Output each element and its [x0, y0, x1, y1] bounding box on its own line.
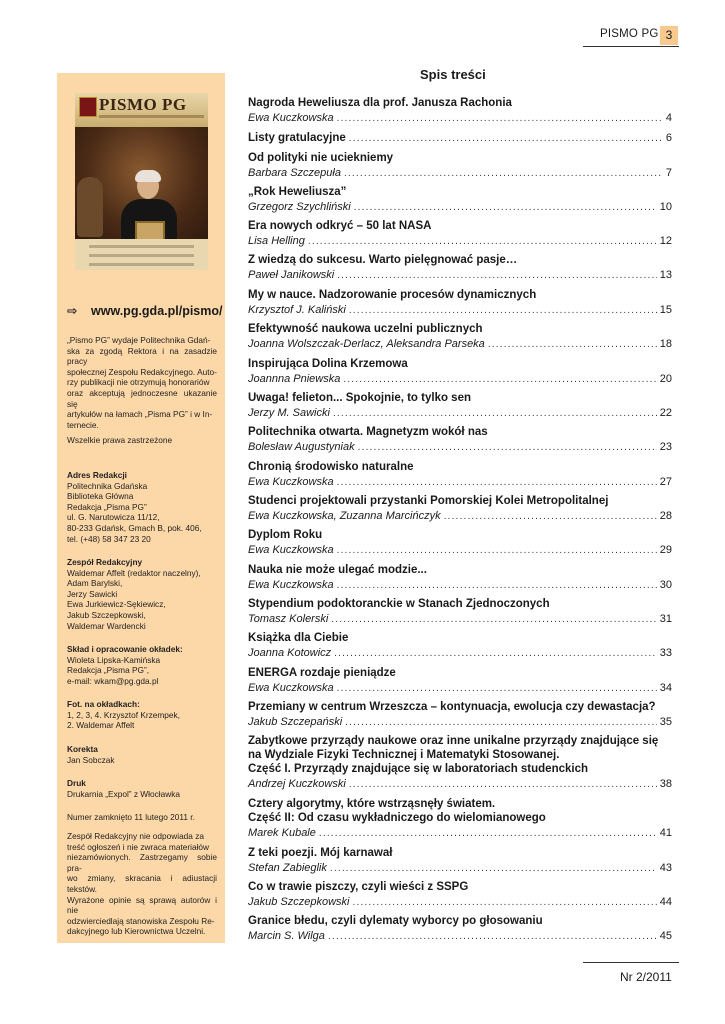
toc-entry-page: 35	[659, 716, 672, 728]
toc-entry-page: 30	[659, 579, 672, 591]
toc-entry-page: 28	[659, 510, 672, 522]
intro-line: artykułów na łamach „Pisma PG” i w In-	[67, 409, 213, 420]
toc-entry-title: Listy gratulacyjne	[248, 132, 346, 144]
dot-leader	[349, 778, 657, 792]
toc-entry-page: 27	[659, 476, 672, 488]
toc-entry-page: 22	[659, 407, 672, 419]
website-link[interactable]: ⇨ www.pg.gda.pl/pismo/	[67, 304, 223, 318]
toc-entry[interactable]	[248, 563, 672, 593]
toc-entry-title: Granice błedu, czyli dylematy wyborcy po głosowaniu	[248, 915, 543, 927]
dot-leader	[343, 373, 656, 387]
address-line: tel. (+48) 58 347 23 20	[67, 533, 151, 544]
toc-entry-page: 38	[659, 778, 672, 790]
dot-leader	[354, 201, 657, 215]
toc-entry-title: Efektywność naukowa uczelni publicznych	[248, 323, 483, 335]
toc-entry-author: Andrzej Kuczkowski	[248, 778, 346, 790]
toc-entry-page: 33	[659, 647, 672, 659]
toc-entry-page: 7	[665, 167, 672, 179]
intro-line: ska za zgodą Rektora i na zasadzie pracy	[67, 345, 217, 367]
toc-entry[interactable]	[248, 528, 672, 558]
dot-leader	[328, 930, 657, 944]
toc-entry-title: Chronią środowisko naturalne	[248, 461, 414, 473]
toc-entry-title: Co w trawie piszczy, czyli wieści z SSPG	[248, 881, 469, 893]
toc-entry-title: Zabytkowe przyrządy naukowe oraz inne unikalne przyrządy znajdujące się	[248, 735, 659, 747]
toc-entry-title: Studenci projektowali przystanki Pomorskiej Kolei Metropolitalnej	[248, 495, 609, 507]
team-line: Ewa Jurkiewicz-Sękiewicz,	[67, 599, 166, 610]
dot-leader	[337, 682, 657, 696]
toc-entry[interactable]	[248, 288, 672, 318]
toc-entry-author: Bolesław Augustyniak	[248, 441, 355, 453]
toc-entry-title: Cztery algorytmy, które wstrząsnęły światem.	[248, 798, 496, 810]
toc-entry-title: na Wydziale Fizyki Technicznej i Matematyki Stosowanej.	[248, 749, 560, 761]
toc-entry-page: 29	[659, 544, 672, 556]
team-line: Waldemar Affelt (redaktor naczelny),	[67, 567, 201, 578]
address-line: ul. G. Narutowicza 11/12,	[67, 512, 160, 523]
toc-entry-title: Politechnika otwarta. Magnetyzm wokół nas	[248, 426, 488, 438]
address-block: Adres Redakcji Politechnika Gdańska Biblioteka Główna Redakcja „Pisma PG” ul. G. Narutowicza 11/12, 80-233 Gdańsk, Gmach B, pok. 406, tel. (+48) 58 347 23 20	[67, 470, 217, 544]
layout-block: Skład i opracowanie okładek: Wioleta Lipska-Kamińska Redakcja „Pisma PG”, e-mail: wkam@pg.gda.pl	[67, 644, 217, 686]
toc-entry[interactable]	[248, 700, 672, 730]
crest-icon	[79, 97, 97, 117]
toc-entry-title: Z teki poezji. Mój karnawał	[248, 847, 393, 859]
closing-date: Numer zamknięto 11 lutego 2011 r.	[67, 812, 195, 822]
dot-leader	[358, 441, 657, 455]
toc-entry-title: Stypendium podoktoranckie w Stanach Zjednoczonych	[248, 598, 550, 610]
toc-entry-author: Stefan Zabieglik	[248, 862, 327, 874]
toc-entry[interactable]	[248, 219, 672, 249]
dot-leader	[337, 269, 657, 283]
dot-leader	[333, 407, 657, 421]
toc-entry-author: Paweł Janikowski	[248, 269, 335, 281]
disclaimer-line: treść ogłoszeń i nie zwraca materiałów	[67, 841, 210, 852]
toc-entry[interactable]	[248, 460, 672, 490]
statue-figure	[77, 177, 103, 237]
cover-thumbnail	[75, 93, 208, 270]
toc-entry-author: Joanna Wolszczak-Derlacz, Aleksandra Parseka	[248, 338, 485, 350]
toc-entry-page: 23	[659, 441, 672, 453]
toc-entry-title: Książka dla Ciebie	[248, 632, 349, 644]
toc-entry-author: Lisa Helling	[248, 235, 305, 247]
toc-entry-author: Grzegorz Szychliński	[248, 201, 351, 213]
dot-leader	[353, 896, 657, 910]
dot-leader	[337, 476, 657, 490]
toc-entry-title: Z wiedzą do sukcesu. Warto pielęgnować pasje…	[248, 254, 518, 266]
colophon-sidebar	[57, 73, 225, 943]
toc-entry-author: Barbara Szczepuła	[248, 167, 341, 179]
intro-line: rzy publikacji nie otrzymują honorariów	[67, 377, 210, 388]
toc-entry[interactable]	[248, 322, 672, 352]
toc-heading: Spis treści	[420, 67, 486, 82]
address-line: Biblioteka Główna	[67, 491, 134, 502]
toc-entry-author: Jakub Szczepkowski	[248, 896, 350, 908]
intro-line: „Pismo PG” wydaje Politechnika Gdań-	[67, 335, 211, 345]
toc-entry-page: 34	[659, 682, 672, 694]
photo-line: 1, 2, 3, 4. Krzysztof Krzempek,	[67, 709, 180, 720]
toc-entry-page: 44	[659, 896, 672, 908]
toc-entry-page: 15	[659, 304, 672, 316]
toc-entry-author: Joanna Kotowicz	[248, 647, 332, 659]
intro-line: społecznej Zespołu Redakcyjnego. Auto-	[67, 366, 217, 377]
disclaimer-line: wo zmiany, skracania i adiustacji tekstów.	[67, 873, 217, 894]
disclaimer-line: Wyrażone opinie są sprawą autorów i nie	[67, 894, 217, 916]
address-line: 80-233 Gdańsk, Gmach B, pok. 406,	[67, 522, 202, 533]
dot-leader	[337, 579, 657, 593]
print-line: Drukarnia „Expol” z Włocławka	[67, 788, 180, 799]
intro-line: oraz akceptują jednoczesne ukazanie się	[67, 387, 217, 409]
toc-entry-page: 10	[659, 201, 672, 213]
toc-entry-author: Ewa Kuczkowska	[248, 544, 334, 556]
layout-line: Wioleta Lipska-Kamińska	[67, 654, 161, 665]
rights-note: Wszelkie prawa zastrzeżone	[67, 435, 173, 445]
team-line: Adam Barylski,	[67, 578, 123, 589]
toc-entry-author: Ewa Kuczkowska	[248, 476, 334, 488]
page-number: 3	[660, 26, 678, 45]
disclaimer-line: niezamówionych. Zastrzegamy sobie pra-	[67, 852, 217, 873]
toc-entry[interactable]	[248, 914, 672, 944]
toc-entry-page: 13	[659, 269, 672, 281]
toc-entry[interactable]	[248, 425, 672, 455]
toc-entry-author: Ewa Kuczkowska, Zuzanna Marcińczyk	[248, 510, 441, 522]
toc-entry[interactable]	[248, 253, 672, 283]
dot-leader	[330, 862, 657, 876]
toc-entry-title: My w nauce. Nadzorowanie procesów dynamicznych	[248, 289, 537, 301]
toc-entry-page: 12	[659, 235, 672, 247]
photo-block: Fot. na okładkach: 1, 2, 3, 4. Krzysztof Krzempek, 2. Waldemar Affelt	[67, 699, 217, 731]
dot-leader	[488, 338, 657, 352]
toc-entry-title: Od polityki nie uciekniemy	[248, 152, 394, 164]
toc-entry-title: ENERGA rozdaje pieniądze	[248, 667, 396, 679]
disclaimer-line: odzwierciedlają stanowiska Zespołu Re-	[67, 915, 215, 926]
toc-entry-title: Część I. Przyrządy znajdujące się w laboratoriach studenckich	[248, 763, 589, 775]
layout-line: Redakcja „Pisma PG”,	[67, 665, 150, 676]
toc-entry-title: Dyplom Roku	[248, 529, 323, 541]
toc-entry-title: Era nowych odkryć – 50 lat NASA	[248, 220, 432, 232]
team-line: Waldemar Wardencki	[67, 620, 146, 631]
dot-leader	[337, 112, 663, 126]
toc-entry-author: Tomasz Kolerski	[248, 613, 329, 625]
footer-rule	[583, 962, 679, 963]
team-line: Jakub Szczepkowski,	[67, 609, 146, 620]
toc-entry-title: Część II: Od czasu wykładniczego do wielomianowego	[248, 812, 546, 824]
toc-entry[interactable]	[248, 185, 672, 215]
toc-entry[interactable]	[248, 494, 672, 524]
proof-line: Jan Sobczak	[67, 754, 115, 765]
toc-entry-author: Ewa Kuczkowska	[248, 682, 334, 694]
toc-entry-page: 4	[665, 112, 672, 124]
header-rule	[583, 46, 679, 47]
toc-entry-title: „Rok Heweliusza”	[248, 186, 347, 198]
toc-entry-title: Nauka nie może ulegać modzie...	[248, 564, 427, 576]
toc-entry[interactable]	[248, 151, 672, 181]
layout-line: e-mail: wkam@pg.gda.pl	[67, 675, 159, 686]
toc-entry-page: 45	[659, 930, 672, 942]
cover-photo	[75, 127, 208, 239]
toc-entry-title: Nagroda Heweliusza dla prof. Janusza Rachonia	[248, 97, 512, 109]
dot-leader	[334, 647, 657, 661]
cover-caption	[75, 239, 208, 270]
toc-entry[interactable]	[248, 734, 672, 792]
team-line: Jerzy Sawicki	[67, 588, 118, 599]
dot-leader	[344, 167, 663, 181]
print-block: Druk Drukarnia „Expol” z Włocławka	[67, 778, 217, 799]
toc-entry-author: Marcin S. Wilga	[248, 930, 325, 942]
cover-title: PISMO PG	[99, 95, 187, 114]
issue-number: Nr 2/2011	[620, 970, 672, 984]
toc-entry-page: 43	[659, 862, 672, 874]
disclaimer-line: dakcyjnego lub Kierownictwa Uczelni.	[67, 926, 206, 937]
toc-entry-author: Ewa Kuczkowska	[248, 579, 334, 591]
toc-entry-author: Krzysztof J. Kaliński	[248, 304, 346, 316]
toc-entry[interactable]	[248, 631, 672, 661]
toc-entry[interactable]	[248, 666, 672, 696]
team-block: Zespół Redakcyjny Waldemar Affelt (redaktor naczelny), Adam Barylski, Jerzy Sawicki Ewa Jurkiewicz-Sękiewicz, Jakub Szczepkowski, Waldemar Wardencki	[67, 557, 217, 631]
toc-entry[interactable]	[248, 357, 672, 387]
disclaimer-line: Zespół Redakcyjny nie odpowiada za	[67, 831, 204, 841]
toc-entry-page: 31	[659, 613, 672, 625]
address-line: Politechnika Gdańska	[67, 480, 148, 491]
toc-entry-author: Joannna Pniewska	[248, 373, 341, 385]
dot-leader	[345, 716, 657, 730]
hand-arrow-icon: ⇨	[67, 304, 78, 318]
toc-entry-page: 6	[665, 132, 672, 144]
toc-entry-page: 18	[659, 338, 672, 350]
dot-leader	[331, 613, 656, 627]
toc-entry-title: Przemiany w centrum Wrzeszcza – kontynuacja, ewolucja czy dewastacja?	[248, 701, 656, 713]
toc-entry-author: Jakub Szczepański	[248, 716, 343, 728]
dot-leader	[337, 544, 657, 558]
address-line: Redakcja „Pisma PG”	[67, 501, 147, 512]
toc-entry-author: Jerzy M. Sawicki	[248, 407, 330, 419]
toc-entry-page: 20	[659, 373, 672, 385]
dot-leader	[319, 827, 657, 841]
disclaimer	[67, 831, 217, 937]
toc-entry-page: 41	[659, 827, 672, 839]
toc-entry[interactable]	[248, 96, 672, 126]
photo-line: 2. Waldemar Affelt	[67, 720, 135, 731]
toc-entry[interactable]	[248, 597, 672, 627]
dot-leader	[349, 132, 663, 146]
intro-line: ternecie.	[67, 419, 99, 430]
toc-entry-author: Ewa Kuczkowska	[248, 112, 334, 124]
dot-leader	[444, 510, 657, 524]
toc-entry[interactable]	[248, 846, 672, 876]
toc-entry-author: Marek Kubale	[248, 827, 316, 839]
running-header-title: PISMO PG	[600, 28, 659, 40]
cover-masthead	[75, 93, 208, 127]
toc-entry[interactable]	[248, 130, 672, 146]
toc-entry[interactable]	[248, 391, 672, 421]
toc-entry-title: Inspirująca Dolina Krzemowa	[248, 358, 408, 370]
toc-entry[interactable]	[248, 880, 672, 910]
publisher-note	[67, 335, 217, 430]
toc-entry[interactable]	[248, 797, 672, 841]
dot-leader	[349, 304, 657, 318]
toc-entry-title: Uwaga! felieton... Spokojnie, to tylko sen	[248, 392, 472, 404]
dot-leader	[308, 235, 657, 249]
proofreading-block: Korekta Jan Sobczak	[67, 744, 217, 765]
